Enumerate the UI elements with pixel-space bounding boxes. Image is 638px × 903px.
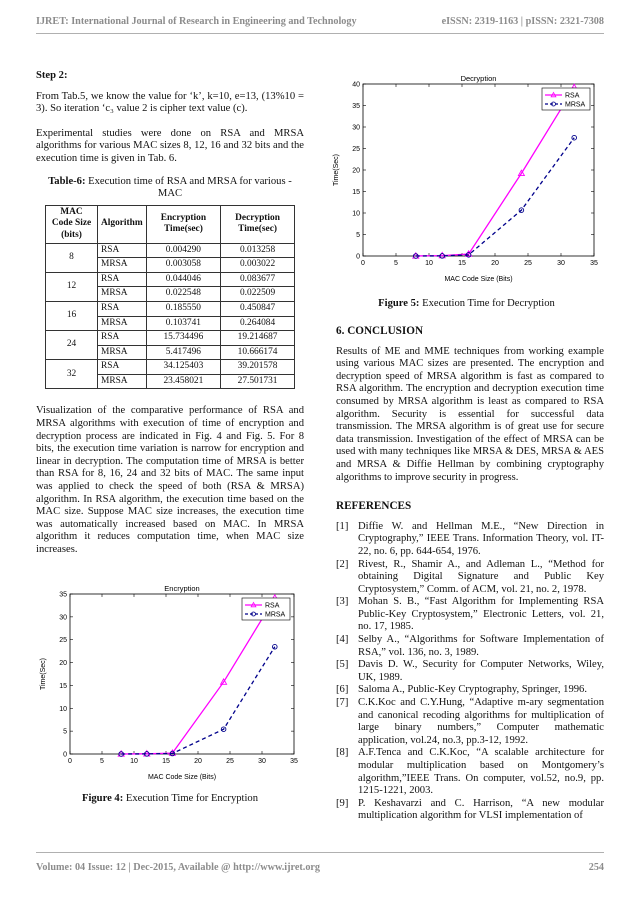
reference-item bbox=[336, 559, 604, 597]
table-caption-text: Execution time of RSA and MRSA for various - MAC bbox=[85, 175, 292, 200]
reference-item bbox=[336, 684, 604, 697]
cell-decryption-time: 19.214687 bbox=[221, 331, 295, 346]
figure-4-label: Figure 4: bbox=[81, 793, 124, 804]
references-list bbox=[336, 521, 604, 823]
reference-number: [1] bbox=[336, 520, 349, 532]
reference-item bbox=[336, 659, 604, 684]
cell-mac-size: 8 bbox=[46, 243, 98, 272]
reference-item bbox=[336, 596, 604, 634]
cell-algorithm: RSA bbox=[98, 272, 147, 287]
reference-number: [4] bbox=[336, 634, 349, 646]
reference-text: Diffie W. and Hellman M.E., “New Direction in Cryptography,” IEEE Trans. Information Theory, vol. IT-22, no. 6, pp. 644-654, 1976. bbox=[358, 520, 604, 557]
x-tick-label: 10 bbox=[425, 260, 433, 267]
cell-mac-size: 24 bbox=[46, 331, 98, 360]
x-tick-label: 35 bbox=[590, 260, 598, 267]
y-tick-label: 0 bbox=[63, 751, 67, 759]
table-row bbox=[46, 331, 295, 346]
x-tick-label: 35 bbox=[290, 758, 298, 765]
cell-decryption-time: 0.264084 bbox=[221, 316, 295, 331]
cell-algorithm: RSA bbox=[98, 301, 147, 316]
table-row bbox=[46, 272, 295, 287]
figure-4-caption bbox=[36, 793, 304, 804]
cell-decryption-time: 0.450847 bbox=[221, 301, 295, 316]
y-tick-label: 10 bbox=[59, 705, 67, 713]
legend-label: RSA bbox=[265, 602, 280, 610]
figure-4 bbox=[36, 582, 304, 804]
y-tick-label: 25 bbox=[59, 637, 67, 645]
reference-item bbox=[336, 747, 604, 797]
x-axis-label: MAC Code Size (Bits) bbox=[444, 276, 513, 283]
col-header-encryption: Encryption Time(sec) bbox=[146, 205, 220, 243]
legend-label: MRSA bbox=[265, 611, 286, 619]
cell-mac-size: 32 bbox=[46, 360, 98, 389]
cell-encryption-time: 34.125403 bbox=[146, 360, 220, 375]
col-header-algorithm: Algorithm bbox=[98, 205, 147, 243]
table-caption bbox=[36, 176, 304, 201]
cell-encryption-time: 5.417496 bbox=[146, 345, 220, 360]
cell-algorithm: MRSA bbox=[98, 374, 147, 389]
cell-decryption-time: 0.022509 bbox=[221, 287, 295, 302]
cell-encryption-time: 0.185550 bbox=[146, 301, 220, 316]
figure-5-label: Figure 5: bbox=[378, 298, 420, 309]
y-tick-label: 5 bbox=[356, 232, 360, 239]
figure-4-text: Execution Time for Encryption bbox=[123, 793, 259, 804]
right-column bbox=[336, 325, 604, 823]
x-tick-label: 30 bbox=[557, 260, 565, 267]
reference-number: [3] bbox=[336, 596, 349, 608]
y-tick-label: 40 bbox=[352, 81, 360, 89]
issn: eISSN: 2319-1163 | pISSN: 2321-7308 bbox=[441, 16, 604, 27]
reference-item bbox=[336, 697, 604, 747]
left-column bbox=[36, 70, 304, 569]
x-tick-label: 20 bbox=[491, 260, 499, 267]
step-paragraph-1: From Tab.5, we know the value for ‘k’, k=10, e=13, (13%10 = 3). So iteration ‘c₃ value 2 is cipher text value (c). bbox=[36, 90, 304, 115]
x-tick-label: 0 bbox=[361, 260, 365, 267]
encryption-chart bbox=[36, 582, 304, 782]
reference-number: [2] bbox=[336, 558, 349, 570]
table-caption-label: Table-6: bbox=[48, 175, 86, 187]
cell-algorithm: MRSA bbox=[98, 316, 147, 331]
y-tick-label: 35 bbox=[59, 591, 67, 599]
references-heading: REFERENCES bbox=[336, 500, 412, 513]
col-header-mac-size: MAC Code Size (bits) bbox=[46, 205, 98, 243]
y-tick-label: 10 bbox=[352, 210, 360, 218]
y-tick-label: 5 bbox=[63, 728, 67, 736]
reference-number: [7] bbox=[336, 697, 349, 709]
conclusion-heading: 6. CONCLUSION bbox=[336, 325, 424, 337]
cell-encryption-time: 0.022548 bbox=[146, 287, 220, 302]
y-tick-label: 30 bbox=[352, 124, 360, 132]
y-tick-label: 20 bbox=[352, 167, 360, 175]
x-tick-label: 5 bbox=[100, 758, 104, 765]
x-tick-label: 10 bbox=[130, 758, 138, 765]
reference-text: Rivest, R., Shamir A., and Adleman L., “Method for obtaining Digital Signature and Public Key Cryptosystem,” Comm. of ACM, vol. 21, no. 2, 1978. bbox=[358, 558, 604, 595]
reference-text: Davis D. W., Security for Computer Networks, Wiley, UK, 1989. bbox=[358, 659, 604, 683]
y-tick-label: 20 bbox=[59, 660, 67, 668]
x-tick-label: 15 bbox=[458, 260, 466, 267]
cell-decryption-time: 0.003022 bbox=[221, 258, 295, 273]
reference-number: [9] bbox=[336, 797, 349, 809]
reference-number: [6] bbox=[336, 684, 349, 696]
journal-title: IJRET: International Journal of Research in Engineering and Technology bbox=[36, 16, 357, 27]
cell-encryption-time: 23.458021 bbox=[146, 374, 220, 389]
cell-encryption-time: 0.004290 bbox=[146, 243, 220, 258]
table-row bbox=[46, 243, 295, 258]
figure-5-text: Execution Time for Decryption bbox=[419, 298, 555, 309]
y-tick-label: 35 bbox=[352, 103, 360, 110]
reference-item bbox=[336, 798, 604, 823]
x-tick-label: 30 bbox=[258, 758, 266, 765]
figure-5 bbox=[329, 72, 604, 309]
reference-number: [5] bbox=[336, 659, 349, 671]
legend-label: RSA bbox=[565, 92, 580, 100]
legend-label: MRSA bbox=[565, 101, 586, 109]
cell-algorithm: RSA bbox=[98, 331, 147, 346]
reference-text: Saloma A., Public-Key Cryptography, Springer, 1996. bbox=[358, 684, 587, 696]
x-tick-label: 0 bbox=[68, 758, 72, 765]
execution-time-table bbox=[45, 205, 295, 390]
cell-decryption-time: 10.666174 bbox=[221, 345, 295, 360]
reference-number: [8] bbox=[336, 747, 349, 759]
chart-title: Decryption bbox=[460, 74, 497, 83]
page-number: 254 bbox=[588, 862, 604, 873]
cell-decryption-time: 27.501731 bbox=[221, 374, 295, 389]
footer-volume: Volume: 04 Issue: 12 | Dec-2015, Available @ http://www.ijret.org bbox=[36, 862, 321, 873]
reference-text: C.K.Koc and C.Y.Hung, “Adaptive m-ary segmentation and canonical recoding algorithms for multiplication of large binary numbers,” Computer mathematic application, vol.24, no.3, pp.3-12, 1992. bbox=[358, 697, 604, 746]
visualization-paragraph: Visualization of the comparative performance of RSA and MRSA algorithms with execution of time of encryption and decryption process are indicated in Fig. 4 and Fig. 5. For 8 bits, the execution time variation is narrow for encryption and linear in decryption. The computation time of MRSA is better than RSA for 8, 16, 24 and 32 bits of MAC. The same input was applied to check the speed of both (RSA & MRSA) algorithm. In RSA algorithm, the execution time based on the MAC size. Suppose MAC size increases, the execution time was automatically increased based on MAC. In MRSA algorithm it reduces computation time, when MAC size increases. bbox=[36, 405, 304, 555]
x-tick-label: 25 bbox=[524, 260, 532, 267]
cell-decryption-time: 0.083677 bbox=[221, 272, 295, 287]
figure-5-caption bbox=[329, 298, 604, 309]
table-header-row bbox=[46, 205, 295, 243]
y-tick-label: 25 bbox=[352, 146, 360, 153]
cell-algorithm: RSA bbox=[98, 360, 147, 375]
col-header-decryption: Decryption Time(sec) bbox=[221, 205, 295, 243]
y-axis-label: Time(Sec) bbox=[40, 657, 47, 691]
cell-mac-size: 12 bbox=[46, 272, 98, 301]
reference-item bbox=[336, 521, 604, 559]
chart-title: Encryption bbox=[164, 584, 200, 593]
cell-encryption-time: 0.044046 bbox=[146, 272, 220, 287]
cell-encryption-time: 15.734496 bbox=[146, 331, 220, 346]
decryption-chart bbox=[329, 72, 604, 284]
cell-algorithm: MRSA bbox=[98, 258, 147, 273]
header-rule bbox=[36, 33, 604, 34]
cell-decryption-time: 0.013258 bbox=[221, 243, 295, 258]
cell-encryption-time: 0.103741 bbox=[146, 316, 220, 331]
footer-rule bbox=[36, 852, 604, 853]
table-row bbox=[46, 301, 295, 316]
y-tick-label: 30 bbox=[59, 614, 67, 622]
cell-algorithm: MRSA bbox=[98, 345, 147, 360]
y-tick-label: 15 bbox=[352, 189, 360, 196]
reference-text: Selby A., “Algorithms for Software Implementation of RSA,” vol. 136, no. 3, 1989. bbox=[358, 634, 604, 658]
running-header bbox=[36, 16, 604, 27]
x-tick-label: 5 bbox=[394, 260, 398, 267]
y-tick-label: 0 bbox=[356, 253, 360, 261]
cell-decryption-time: 39.201578 bbox=[221, 360, 295, 375]
x-axis-label: MAC Code Size (Bits) bbox=[147, 774, 217, 781]
cell-algorithm: MRSA bbox=[98, 287, 147, 302]
y-tick-label: 15 bbox=[59, 682, 67, 690]
cell-encryption-time: 0.003058 bbox=[146, 258, 220, 273]
cell-algorithm: RSA bbox=[98, 243, 147, 258]
reference-text: P. Keshavarzi and C. Harrison, “A new modular multiplication algorithm for VLSI implementation of bbox=[358, 797, 604, 822]
reference-text: A.F.Tenca and C.K.Koc, “A scalable architecture for modular multiplication based on Montgomery’s algorithm,”IEEE Trans. On computer, vol.52, no.9, pp. 1215-1221, 2003. bbox=[358, 747, 604, 797]
x-tick-label: 15 bbox=[162, 758, 170, 765]
reference-item bbox=[336, 634, 604, 659]
y-axis-label: Time(Sec) bbox=[333, 153, 340, 187]
conclusion-paragraph: Results of ME and MME techniques from working example using various MAC sizes are presented. The encryption and decryption speed of MRSA algorithm is fast as compared to RSA algorithm. The encryption and decryption execution time consumed by MRSA algorithm is least as compared to RSA algorithm. Security is essential for successful data transmission. The MRSA algorithm is of great use for secure data transmission. Investigation of the effect of MRSA can be used with many techniques like MRSA & DES, MRSA & AES and MRSA & Diffie Hellman by combining cryptography algorithms to improve security in progress. bbox=[336, 345, 604, 483]
table-row bbox=[46, 360, 295, 375]
x-tick-label: 20 bbox=[194, 758, 202, 765]
cell-mac-size: 16 bbox=[46, 301, 98, 330]
step-heading: Step 2: bbox=[36, 70, 68, 81]
running-footer bbox=[36, 862, 604, 873]
step-paragraph-2: Experimental studies were done on RSA and MRSA algorithms for various MAC sizes 8, 12, 16 and 32 bits and the execution time is given in Tab. 6. bbox=[36, 127, 304, 164]
x-tick-label: 25 bbox=[226, 758, 234, 765]
reference-text: Mohan S. B., “Fast Algorithm for Implementing RSA Public-Key Cryptosystem,” Electronic Letters, vol. 21, no. 17, 1985. bbox=[358, 596, 604, 633]
